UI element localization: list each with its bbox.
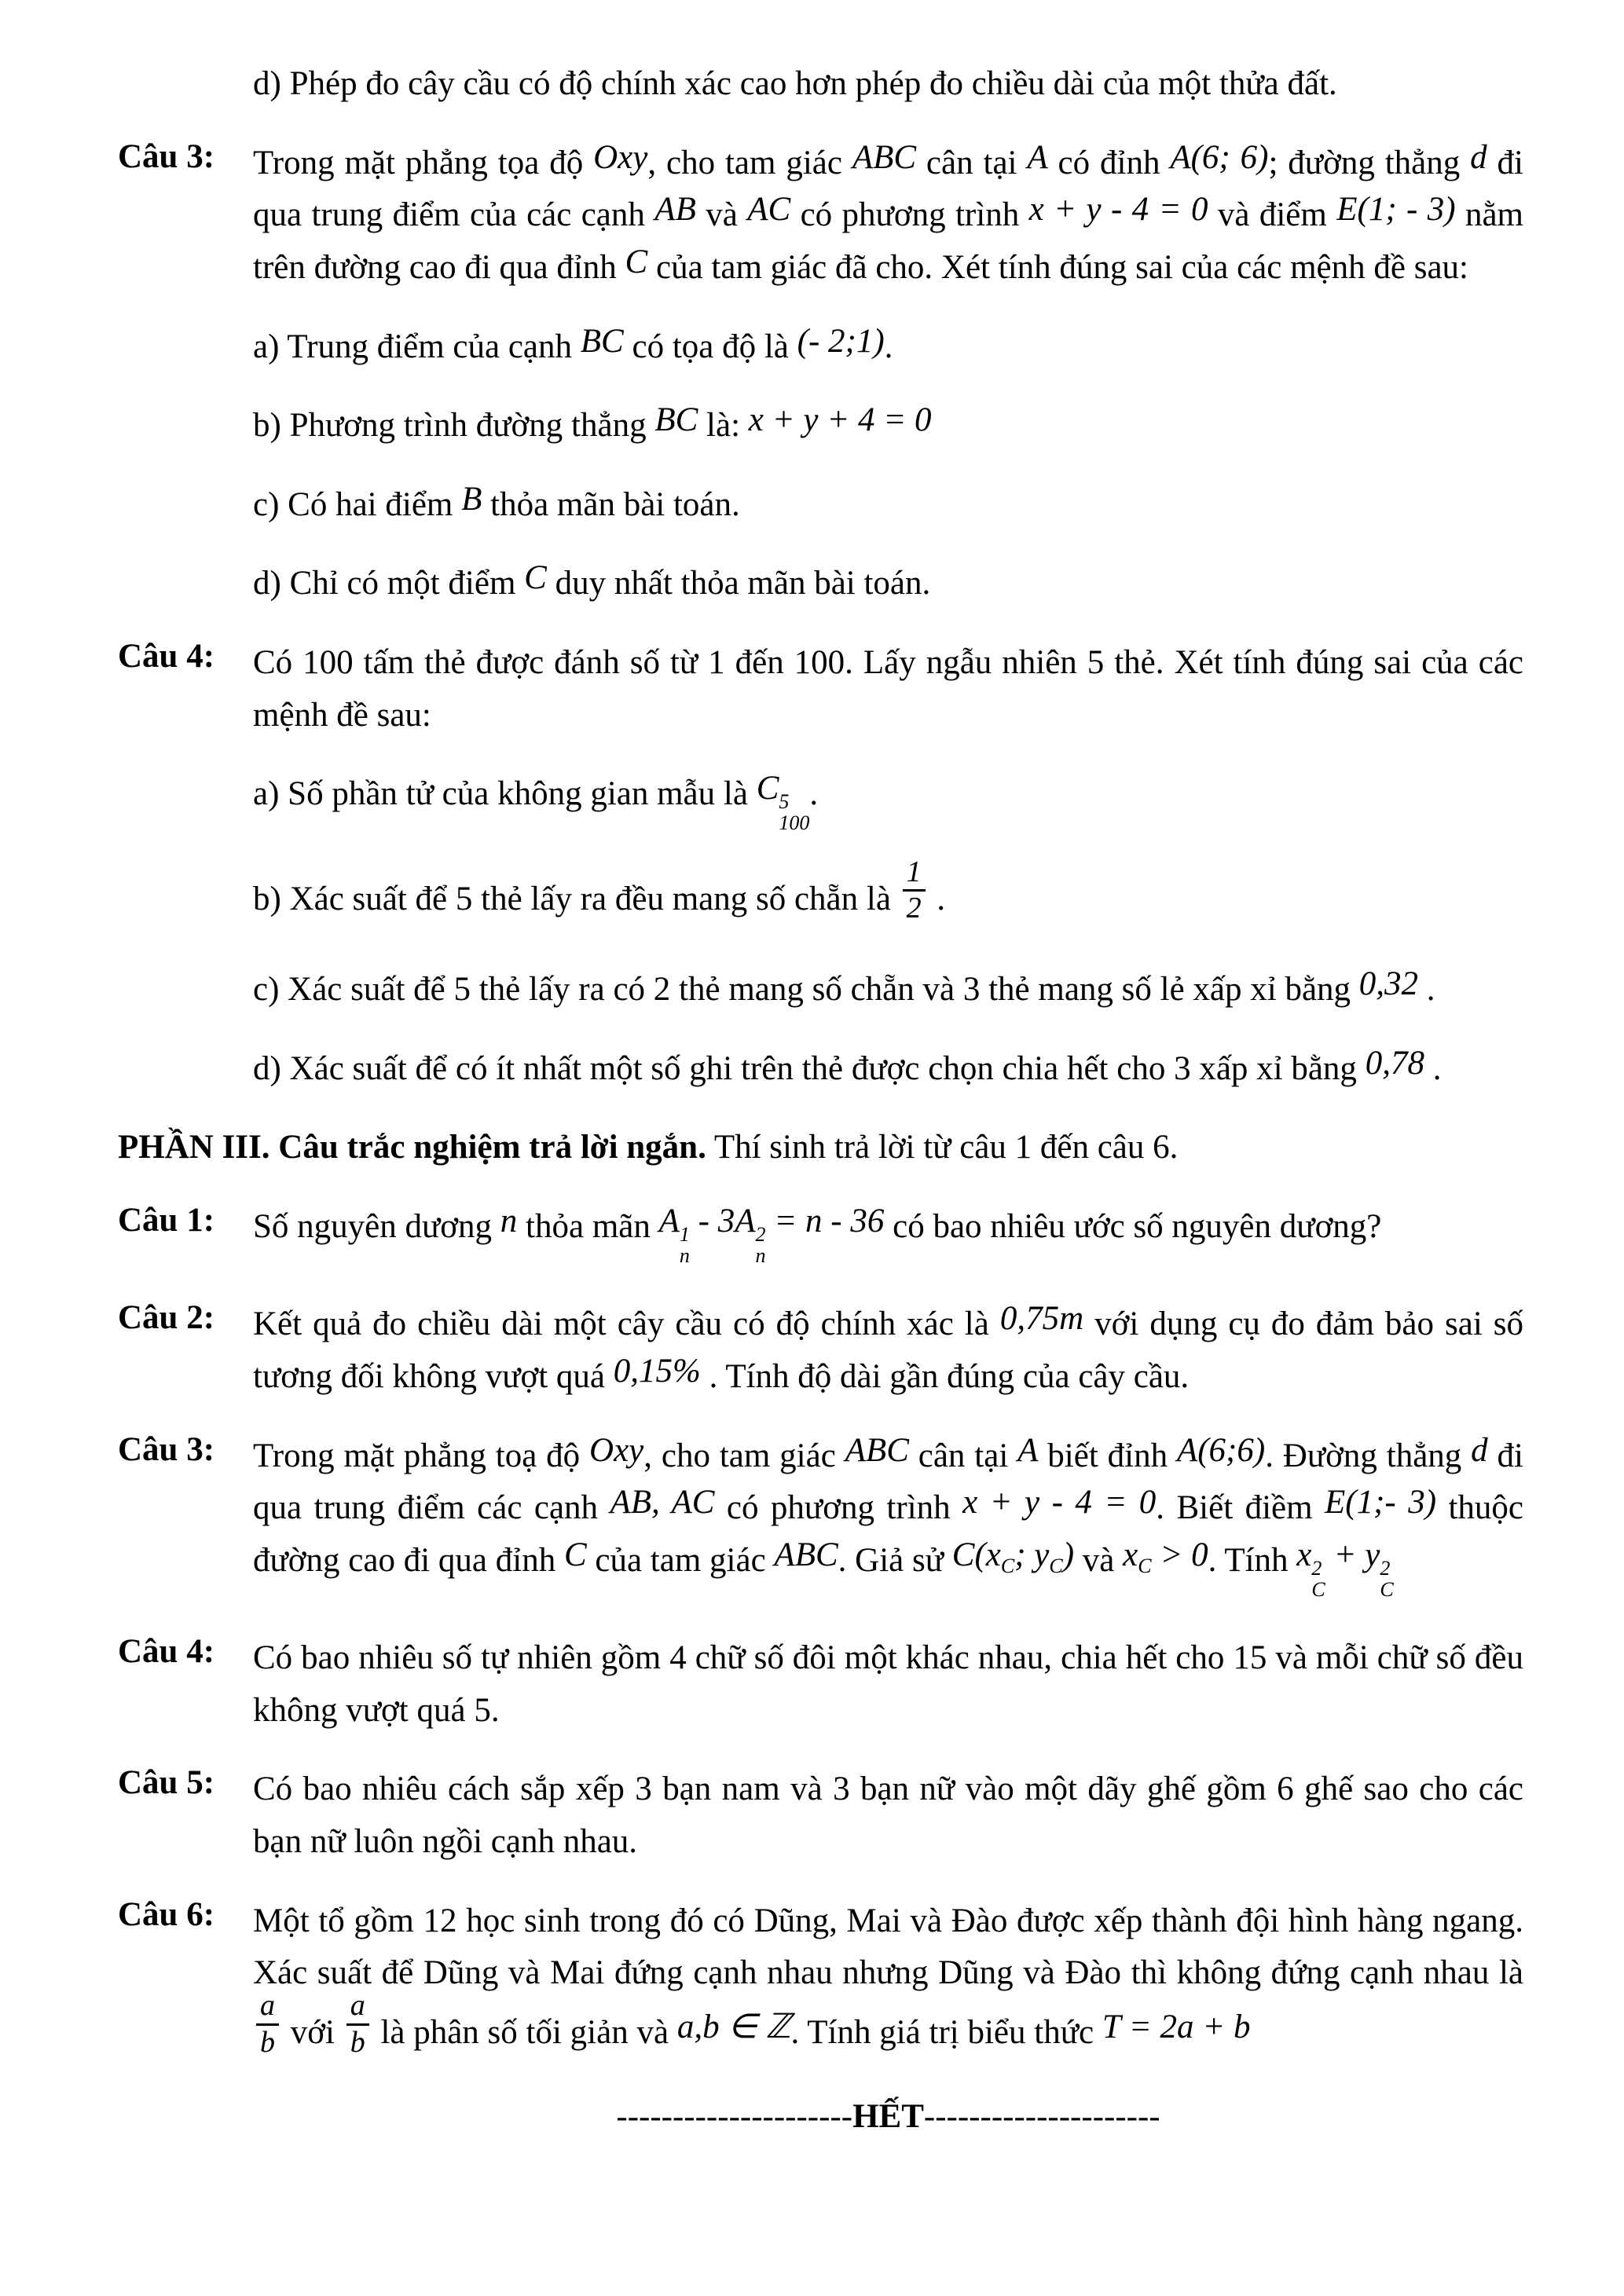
text-run: . (809, 775, 819, 813)
text-run: duy nhất thỏa mãn bài toán. (546, 565, 931, 602)
math-supsub-group (756, 770, 810, 835)
sub-item (253, 855, 1523, 937)
question-block (118, 137, 1523, 295)
text-run: nằm trên đường cao đi qua đỉnh (253, 196, 1524, 286)
math-fraction (900, 855, 929, 926)
math-base: A (658, 1202, 680, 1240)
bold-text-run: HẾT (852, 2098, 924, 2136)
math-base: x (1296, 1536, 1312, 1573)
text-run: Trong mặt phẳng toạ độ (253, 1437, 590, 1474)
text-run: Trong mặt phẳng tọa độ (253, 144, 594, 181)
question-block (118, 1201, 1523, 1272)
math-inline: ABC (852, 138, 917, 176)
question-label: Câu 2: (118, 1299, 215, 1337)
text-run: có phương trình (790, 196, 1029, 234)
math-superscript: 2 (755, 1222, 766, 1246)
text-run: đi qua trung điểm của các cạnh (253, 144, 1523, 234)
text-run: Có 100 tấm thẻ được đánh số từ 1 đến 100. Lấy ngẫu nhiên 5 thẻ. Xét tính đúng sai của các mệnh đề sau: (253, 644, 1523, 734)
question-text (253, 1298, 1523, 1403)
text-run: và (695, 196, 748, 234)
math-inline: C (524, 559, 547, 597)
question-label: Câu 4: (118, 638, 215, 676)
text-run: . (928, 880, 946, 917)
text-run: . (1424, 1049, 1442, 1087)
text-run: c) Có hai điểm (253, 485, 462, 523)
question-label: Câu 5: (118, 1764, 215, 1802)
text-run: và điểm (1208, 196, 1337, 234)
math-inline: ) (1062, 1536, 1075, 1573)
question-label: Câu 6: (118, 1895, 215, 1933)
fraction-numerator: a (260, 1988, 275, 2022)
question-label: Câu 3: (118, 1430, 215, 1468)
math-subscript-group (1000, 1536, 1015, 1577)
math-inline: AC (747, 191, 791, 229)
math-subscript-group (1049, 1536, 1063, 1577)
text-run: có phương trình (714, 1489, 963, 1527)
sub-item (253, 768, 1523, 839)
question-text (253, 137, 1523, 295)
section-heading (118, 1122, 1523, 1174)
question-label: Câu 1: (118, 1201, 215, 1239)
sub-item (253, 964, 1523, 1016)
math-inline: (- 2;1) (797, 322, 885, 360)
text-run: với (282, 2014, 343, 2052)
math-subscript: C (1000, 1554, 1015, 1577)
math-superscript: 5 (779, 790, 790, 814)
math-inline: A(6;6) (1176, 1431, 1266, 1469)
math-fraction (343, 1989, 372, 2060)
text-run: của tam giác đã cho. Xét tính đúng sai của các mệnh đề sau: (647, 248, 1468, 286)
text-run: là phân số tối giản và (372, 2014, 677, 2052)
question-text (253, 1430, 1523, 1606)
text-run: b) Xác suất để 5 thẻ lấy ra đều mang số chẵn là (253, 880, 900, 917)
question-text (253, 1895, 1523, 2071)
math-subscript-group (1138, 1536, 1152, 1577)
fraction-denominator: b (256, 2023, 279, 2060)
math-base: y (1365, 1536, 1380, 1573)
math-supsub-stack (756, 1224, 766, 1267)
math-subscript: C (1049, 1554, 1063, 1577)
math-inline: E(1;- 3) (1325, 1484, 1437, 1522)
sub-item (253, 58, 1523, 111)
math-inline: x + y - 4 = 0 (962, 1484, 1157, 1522)
math-inline: 0,15% (613, 1352, 701, 1390)
math-inline: A (1017, 1431, 1039, 1469)
text-run: a) Trung điểm của cạnh (253, 328, 581, 365)
math-base: C (756, 770, 779, 807)
text-run: biết đỉnh (1038, 1437, 1177, 1474)
text-run: thỏa mãn bài toán. (482, 485, 740, 523)
math-inline: x + y + 4 = 0 (748, 401, 932, 439)
text-run: đi qua trung điểm các cạnh (253, 1437, 1523, 1527)
text-run: d) Phép đo cây cầu có độ chính xác cao hơn phép đo chiều dài của một thửa đất. (253, 65, 1337, 102)
math-inline: a,b ∈ ℤ (676, 2009, 791, 2046)
math-inline: 0,32 (1358, 965, 1419, 1003)
math-inline: 0,78 (1365, 1044, 1424, 1082)
math-superscript: 2 (1380, 1556, 1391, 1580)
math-subscript: 100 (779, 811, 810, 835)
text-run: có bao nhiêu ước số nguyên dương? (884, 1207, 1382, 1245)
text-run: d) Chỉ có một điểm (253, 565, 525, 602)
math-inline: ABC (845, 1431, 909, 1469)
math-inline: x (1123, 1536, 1138, 1573)
sub-item (253, 321, 1523, 374)
text-run: cân tại (916, 144, 1028, 181)
math-inline: T = 2a + b (1102, 2009, 1251, 2046)
math-subscript: C (1380, 1577, 1394, 1601)
math-inline: - 3 (689, 1202, 735, 1240)
text-run: ; đường thẳng (1268, 144, 1471, 181)
question-text (253, 1201, 1523, 1272)
math-subscript: n (755, 1243, 766, 1267)
text-run: là: (698, 407, 749, 445)
math-supsub-stack (1380, 1558, 1393, 1601)
math-supsub-group (1296, 1536, 1325, 1601)
end-marker (253, 2097, 1523, 2136)
text-run: với dụng cụ đo đảm bảo sai số tương đối không vượt quá (253, 1305, 1523, 1395)
math-supsub-stack (1311, 1558, 1325, 1601)
fraction-denominator: 2 (903, 889, 926, 926)
text-run: . (1418, 971, 1435, 1009)
math-inline: + (1325, 1536, 1366, 1573)
question-block (118, 1632, 1523, 1737)
math-inline: d (1471, 1431, 1488, 1469)
math-subscript: C (1138, 1554, 1152, 1577)
text-run: c) Xác suất để 5 thẻ lấy ra có 2 thẻ mang số chẵn và 3 thẻ mang số lẻ xấp xỉ bằng (253, 971, 1359, 1009)
math-inline: Oxy (593, 138, 648, 176)
text-run: Kết quả đo chiều dài một cây cầu có độ chính xác là (253, 1305, 1000, 1343)
text-run: có tọa độ là (623, 328, 797, 365)
math-supsub-group (658, 1202, 690, 1267)
math-supsub-group (1365, 1536, 1394, 1601)
question-block (118, 1763, 1523, 1868)
math-inline: Oxy (589, 1431, 644, 1469)
math-supsub-group (735, 1202, 766, 1267)
math-inline: B (461, 480, 482, 518)
math-inline: 0,75m (999, 1300, 1084, 1338)
text-run: . Tính độ dài gần đúng của cây cầu. (700, 1357, 1190, 1395)
math-inline: C (563, 1536, 587, 1573)
math-inline: C (625, 243, 648, 280)
math-inline: > 0 (1151, 1536, 1208, 1573)
text-run: , cho tam giác (647, 144, 852, 181)
question-label: Câu 3: (118, 137, 215, 175)
text-run: và (1074, 1541, 1124, 1579)
text-run: Số nguyên dương (253, 1207, 500, 1245)
math-fraction (253, 1989, 282, 2060)
text-run: a) Số phần tử của không gian mẫu là (253, 775, 757, 813)
text-run: . Đường thẳng (1265, 1437, 1472, 1474)
text-run: --------------------- (923, 2098, 1160, 2136)
question-label: Câu 4: (118, 1633, 215, 1671)
math-inline: ; y (1014, 1536, 1050, 1573)
text-run: Thí sinh trả lời từ câu 1 đến câu 6. (706, 1129, 1179, 1166)
text-run: d) Xác suất để có ít nhất một số ghi trên thẻ được chọn chia hết cho 3 xấp xỉ bằng (253, 1049, 1366, 1087)
text-run: . Tính giá trị biểu thức (790, 2014, 1102, 2052)
fraction-denominator: b (346, 2023, 369, 2060)
math-inline: d (1470, 138, 1487, 176)
text-run: b) Phương trình đường thẳng (253, 407, 655, 445)
text-run: Có bao nhiêu số tự nhiên gồm 4 chữ số đôi một khác nhau, chia hết cho 15 và mỗi chữ số đều không vượt quá 5. (253, 1639, 1523, 1729)
question-block (118, 1298, 1523, 1403)
fraction-numerator: a (350, 1988, 365, 2022)
bold-text-run: PHẦN III. Câu trắc nghiệm trả lời ngắn. (118, 1129, 706, 1166)
math-inline: AB (654, 191, 696, 229)
math-inline: A(6; 6) (1170, 138, 1269, 176)
math-inline: C(x (951, 1536, 1001, 1573)
question-block (118, 1430, 1523, 1606)
math-inline: = n - 36 (765, 1202, 885, 1240)
text-run: Một tổ gồm 12 học sinh trong đó có Dũng, Mai và Đào được xếp thành đội hình hàng ngang. Xác suất để Dũng và Mai đứng cạnh nhau nhưng Dũng và Đào thì không đứng cạnh nhau là (253, 1902, 1523, 1992)
text-run: của tam giác (586, 1541, 775, 1579)
math-inline: BC (654, 401, 698, 439)
math-inline: ABC (774, 1536, 838, 1573)
math-inline: AB, AC (610, 1484, 715, 1522)
question-text (253, 1763, 1523, 1868)
math-supsub-stack (779, 791, 809, 834)
text-run: thuộc đường cao đi qua đỉnh (253, 1489, 1524, 1579)
text-run: . Biết điềm (1156, 1489, 1325, 1527)
math-inline: n (500, 1202, 518, 1240)
text-run: Có bao nhiêu cách sắp xếp 3 bạn nam và 3 bạn nữ vào một dãy ghế gồm 6 ghế sao cho các bạn nữ luôn ngồi cạnh nhau. (253, 1771, 1523, 1861)
question-text (253, 637, 1523, 742)
fraction-numerator: 1 (906, 855, 922, 888)
sub-item (253, 558, 1523, 610)
math-supsub-stack (680, 1224, 690, 1267)
text-run: . Giả sử (838, 1541, 952, 1579)
text-run: cân tại (908, 1437, 1018, 1474)
math-superscript: 2 (1311, 1556, 1322, 1580)
math-subscript: n (679, 1243, 690, 1267)
question-block (118, 637, 1523, 742)
math-base: A (735, 1202, 756, 1240)
text-run: có đỉnh (1047, 144, 1171, 181)
math-inline: x + y - 4 = 0 (1028, 191, 1208, 229)
sub-item (253, 400, 1523, 452)
sub-item (253, 479, 1523, 532)
text-run: --------------------- (616, 2098, 853, 2136)
math-superscript: 1 (679, 1222, 690, 1246)
question-block (118, 1895, 1523, 2071)
math-inline: A (1027, 138, 1048, 176)
sub-item (253, 1043, 1523, 1096)
math-inline: BC (580, 322, 624, 360)
text-run: . Tính (1208, 1541, 1297, 1579)
math-subscript: C (1311, 1577, 1325, 1601)
text-run: . (884, 328, 893, 365)
math-inline: E(1; - 3) (1336, 191, 1456, 229)
text-run: thỏa mãn (517, 1207, 659, 1245)
text-run: , cho tam giác (643, 1437, 845, 1474)
question-text (253, 1632, 1523, 1737)
